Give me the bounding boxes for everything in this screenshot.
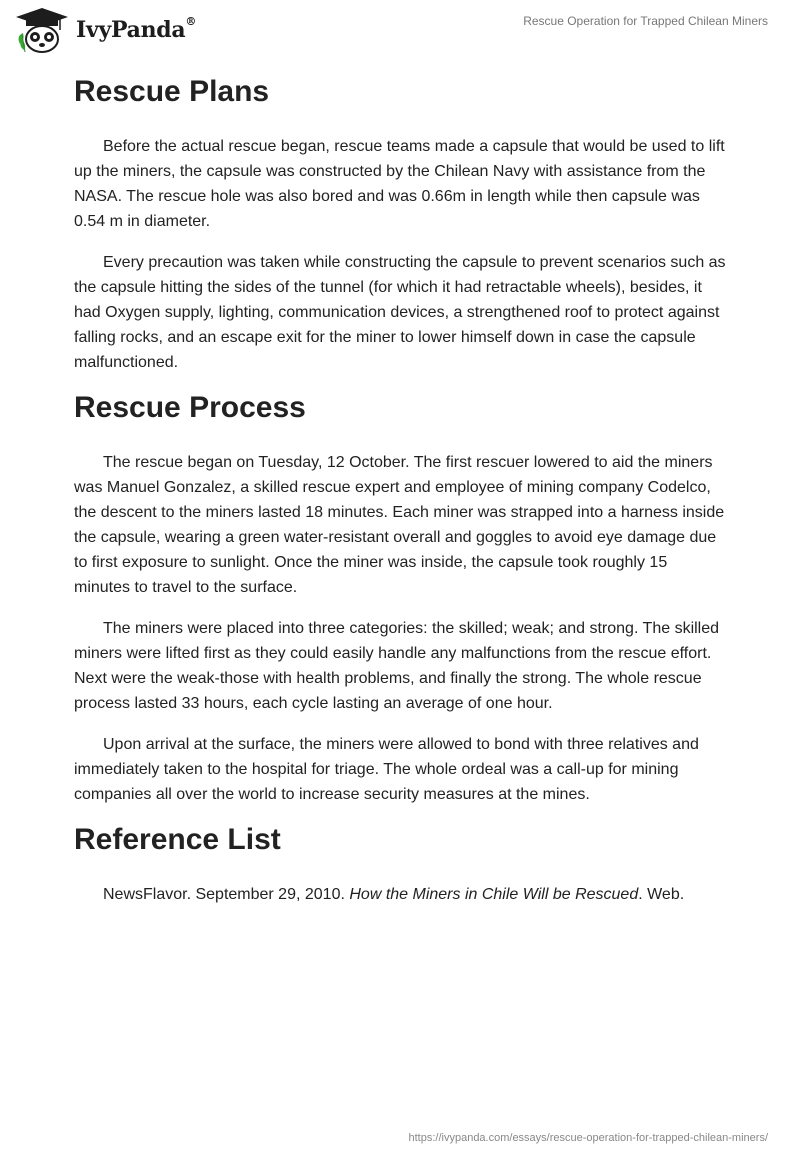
- reference-source: NewsFlavor. September 29, 2010.: [103, 886, 350, 903]
- paragraph: The rescue began on Tuesday, 12 October. The first rescuer lowered to aid the miners was Manuel Gonzalez, a skilled rescue expert and employee of mining company Codelco, the descent to the miners lasted 18 minutes. Each miner was strapped into a harness inside the capsule, wearing a green water-resistant overall and goggles to avoid eye damage due to first exposure to sunlight. Once the miner was inside, the capsule took roughly 15 minutes to travel to the surface.: [74, 454, 725, 596]
- source-url[interactable]: https://ivypanda.com/essays/rescue-operation-for-trapped-chilean-miners/: [408, 1132, 768, 1144]
- paragraph: Every precaution was taken while constructing the capsule to prevent scenarios such as the capsule hitting the sides of the tunnel (for which it had retractable wheels), besides, it had Oxygen supply, lighting, communication devices, a strengthened roof to protect against falling rocks, and an escape exit for the miner to lower himself down in case the capsule malfunctioned.: [74, 254, 726, 371]
- heading-reference-list: Reference List: [74, 823, 281, 856]
- reference-title: How the Miners in Chile Will be Rescued: [349, 886, 639, 903]
- page-header: [0, 0, 800, 64]
- paragraph: The miners were placed into three categories: the skilled; weak; and strong. The skilled miners were lifted first as they could easily handle any malfunctions from the rescue effort. Next were the weak-those with health problems, and finally the strong. The whole rescue process lasted 33 hours, each cycle lasting an average of one hour.: [74, 620, 720, 712]
- document-title: Rescue Operation for Trapped Chilean Miners: [523, 14, 768, 28]
- paragraph: Upon arrival at the surface, the miners were allowed to bond with three relatives and immediately taken to the hospital for triage. The whole ordeal was a call-up for mining companies all over the world to increase security measures at the mines.: [74, 736, 699, 803]
- ivypanda-logo[interactable]: [14, 6, 196, 54]
- brand-name: IvyPanda®: [76, 15, 197, 43]
- reference-suffix: . Web.: [638, 886, 685, 903]
- paragraph: Before the actual rescue began, rescue teams made a capsule that would be used to lift up the miners, the capsule was constructed by the Chilean Navy with assistance from the NASA. The rescue hole was also bored and was 0.66m in length while then capsule was 0.54 m in diameter.: [74, 138, 725, 230]
- essay-content: [74, 70, 726, 907]
- heading-rescue-plans: Rescue Plans: [74, 75, 270, 108]
- heading-rescue-process: Rescue Process: [74, 391, 306, 424]
- panda-graduation-icon: [14, 6, 70, 54]
- reference-entry: [74, 882, 726, 907]
